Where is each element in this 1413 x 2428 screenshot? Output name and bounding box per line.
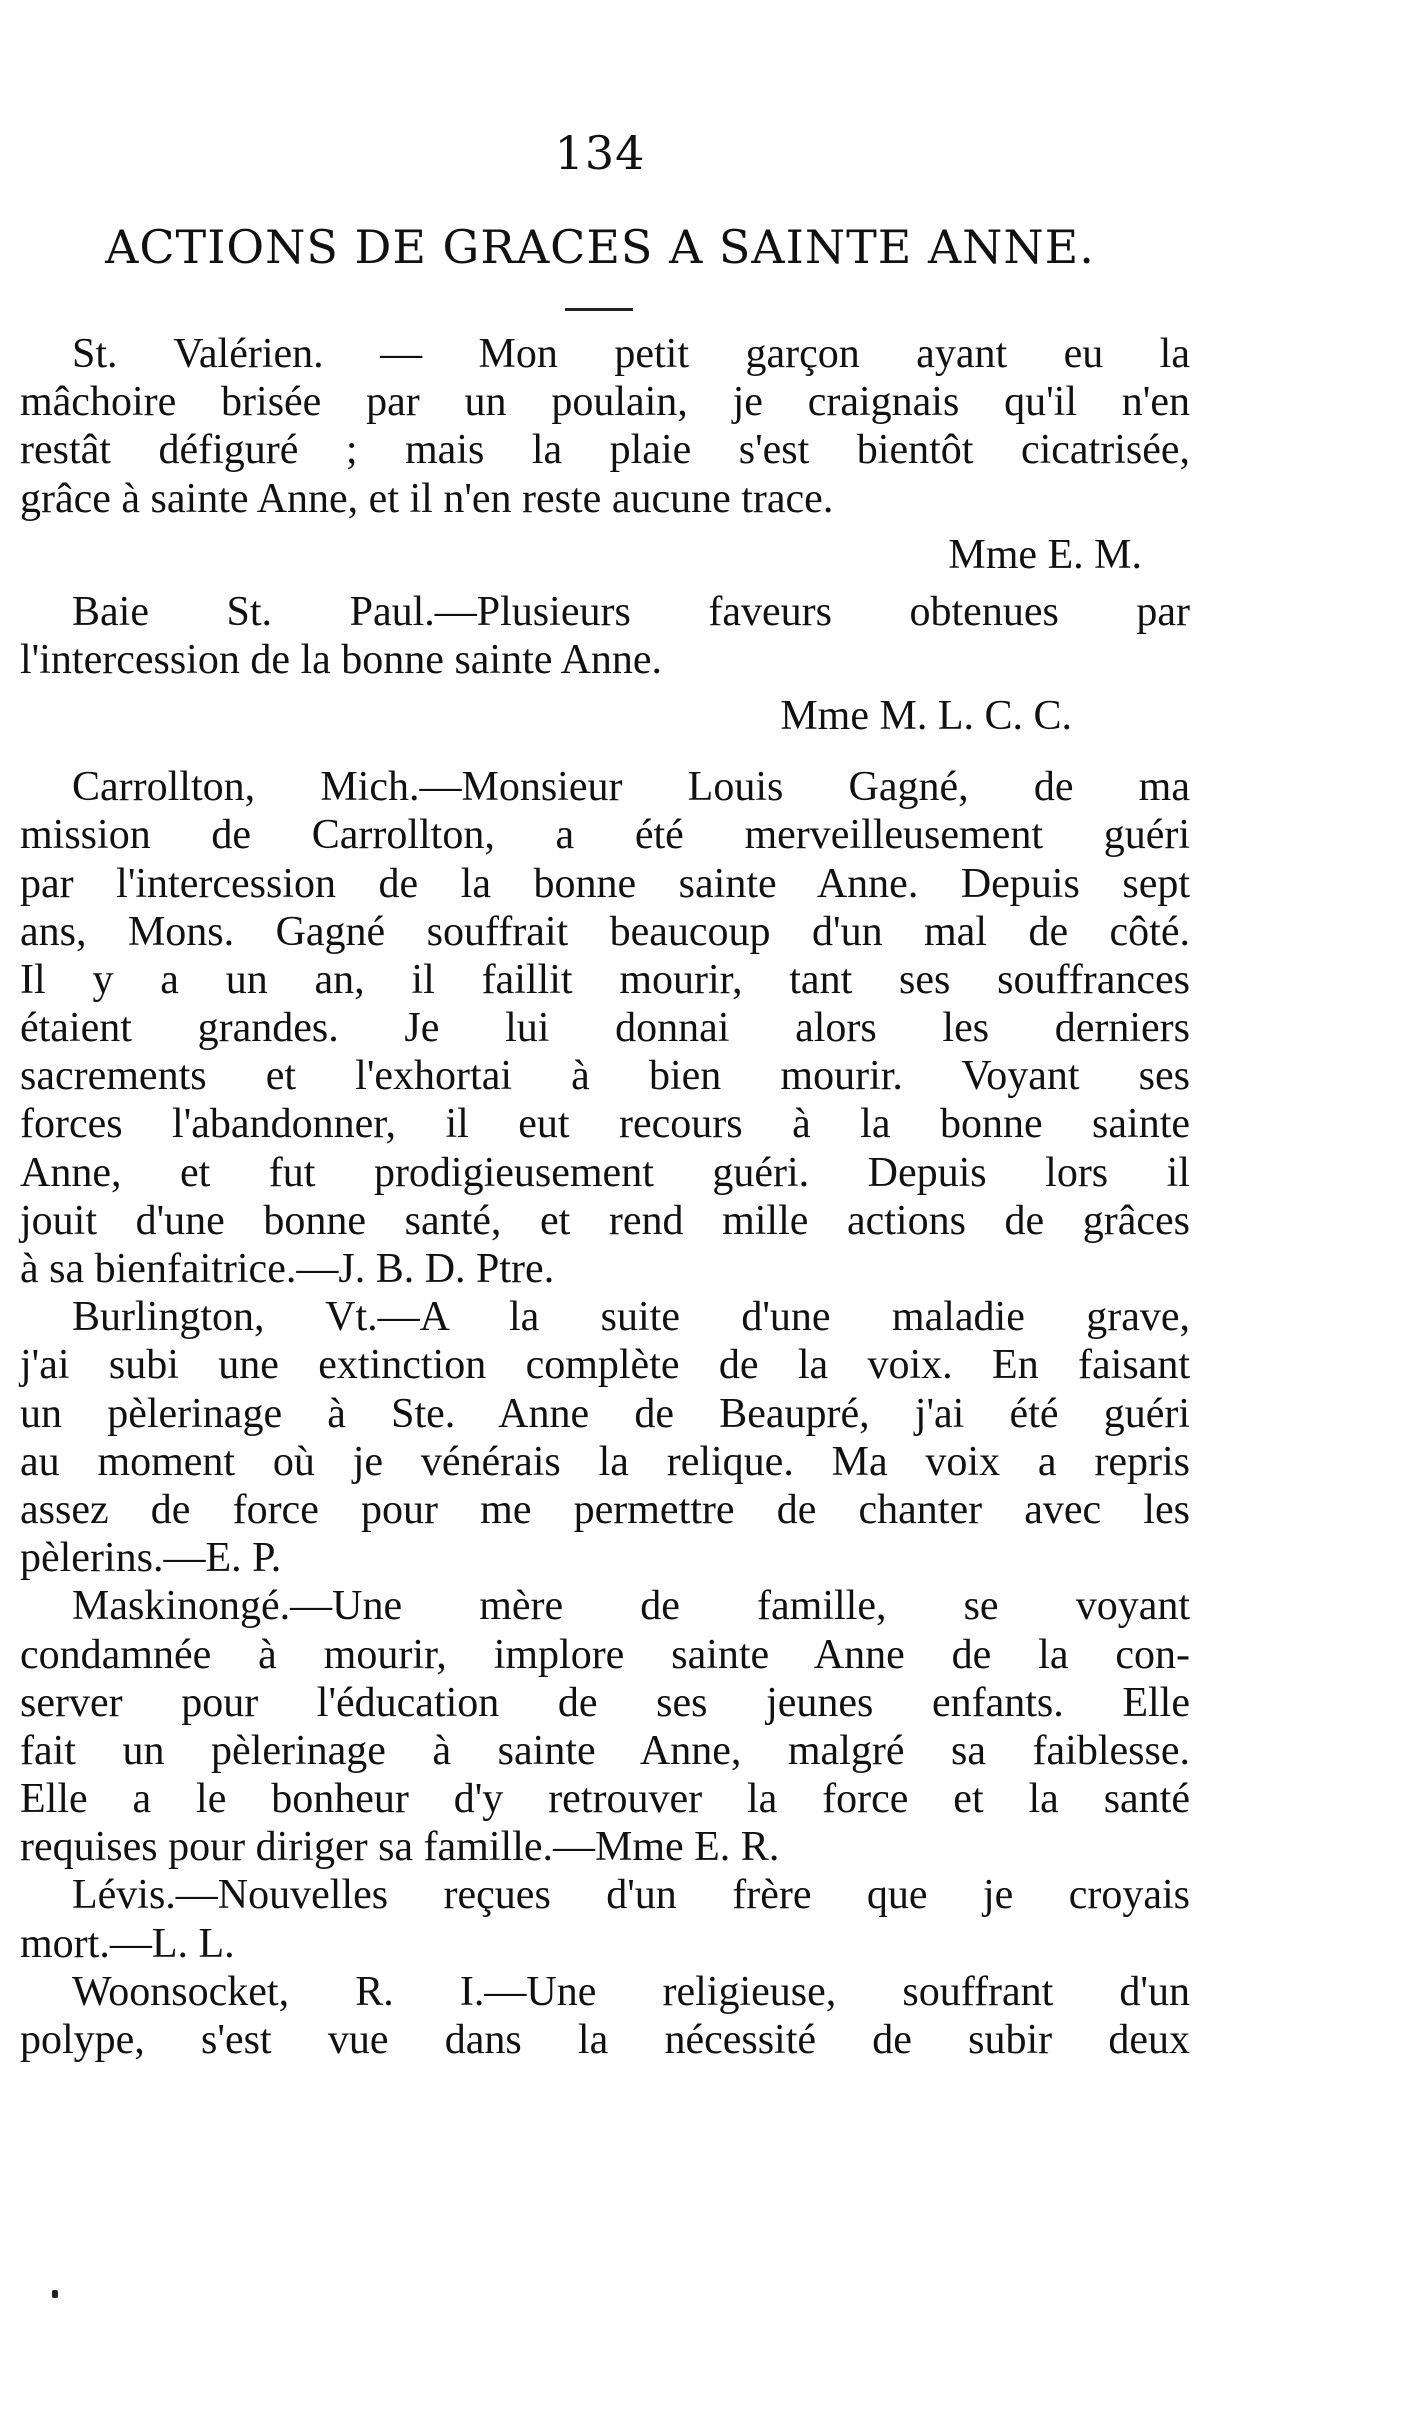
text-line: server pour l'éducation de ses jeunes enfants. Elle	[20, 1679, 1190, 1726]
text-line: Maskinongé.—Une mère de famille, se voyant	[72, 1583, 1190, 1630]
entry-burlington	[20, 1293, 1190, 1582]
entry-woonsocket	[20, 1968, 1190, 2064]
text-line: jouit d'une bonne santé, et rend mille actions de grâces	[20, 1197, 1190, 1244]
text-line: étaient grandes. Je lui donnai alors les derniers	[20, 1005, 1190, 1052]
text-line: fait un pèlerinage à sainte Anne, malgré sa faiblesse.	[20, 1727, 1190, 1774]
text-line: Carrollton, Mich.—Monsieur Louis Gagné, de ma	[72, 764, 1190, 811]
entry-levis	[20, 1871, 1190, 1967]
entry-maskinonge	[20, 1582, 1190, 1871]
document-body	[20, 330, 1190, 2064]
text-line: forces l'abandonner, il eut recours à la bonne sainte	[20, 1101, 1190, 1148]
text-line: Lévis.—Nouvelles reçues d'un frère que je croyais	[72, 1872, 1190, 1919]
text-line: Elle a le bonheur d'y retrouver la force et la santé	[20, 1776, 1190, 1823]
page-title: ACTIONS DE GRACES A SAINTE ANNE.	[105, 220, 1095, 274]
text-line: un pèlerinage à Ste. Anne de Beaupré, j'ai été guéri	[20, 1390, 1190, 1437]
text-line: mission de Carrollton, a été merveilleusement guéri	[20, 812, 1190, 859]
paragraph-gap	[20, 749, 1190, 763]
entry-st-valerien	[20, 330, 1190, 588]
text-line: pèlerins.—E. P.	[20, 1535, 282, 1582]
text-line: condamnée à mourir, implore sainte Anne de la con-	[20, 1631, 1190, 1678]
text-line: Woonsocket, R. I.—Une religieuse, souffrant d'un	[72, 1968, 1190, 2015]
text-line: sacrements et l'exhortai à bien mourir. Voyant ses	[20, 1053, 1190, 1100]
entry-signature: Mme M. L. C. C.	[780, 693, 1072, 740]
entry-signature: Mme E. M.	[948, 531, 1142, 578]
text-line: j'ai subi une extinction complète de la voix. En faisant	[20, 1342, 1190, 1389]
text-line: l'intercession de la bonne sainte Anne.	[20, 636, 663, 683]
text-line: polype, s'est vue dans la nécessité de subir deux	[20, 2017, 1190, 2063]
text-line: ans, Mons. Gagné souffrait beaucoup d'un mal de côté.	[20, 908, 1190, 955]
page-number: 134	[554, 126, 646, 180]
title-rule	[565, 308, 633, 311]
text-line: grâce à sainte Anne, et il n'en reste aucune trace.	[20, 475, 834, 522]
text-line: assez de force pour me permettre de chanter avec les	[20, 1486, 1190, 1533]
text-line: restât défiguré ; mais la plaie s'est bientôt cicatrisée,	[20, 427, 1190, 474]
text-line: Baie St. Paul.—Plusieurs faveurs obtenues par	[72, 588, 1190, 635]
text-line: requises pour diriger sa famille.—Mme E. R.	[20, 1824, 780, 1871]
text-line: par l'intercession de la bonne sainte Anne. Depuis sept	[20, 860, 1190, 907]
text-line: mort.—L. L.	[20, 1920, 235, 1967]
text-line: St. Valérien. — Mon petit garçon ayant eu la	[72, 331, 1190, 377]
ink-speck	[52, 2290, 58, 2298]
text-line: Burlington, Vt.—A la suite d'une maladie grave,	[72, 1294, 1190, 1341]
text-line: Anne, et fut prodigieusement guéri. Depuis lors il	[20, 1149, 1190, 1196]
entry-carrollton	[20, 763, 1190, 1293]
text-line: mâchoire brisée par un poulain, je craignais qu'il n'en	[20, 379, 1190, 426]
text-line: Il y a un an, il faillit mourir, tant ses souffrances	[20, 956, 1190, 1003]
entry-baie-st-paul	[20, 588, 1190, 749]
text-line: à sa bienfaitrice.—J. B. D. Ptre.	[20, 1246, 555, 1292]
text-line: au moment où je vénérais la relique. Ma voix a repris	[20, 1438, 1190, 1485]
